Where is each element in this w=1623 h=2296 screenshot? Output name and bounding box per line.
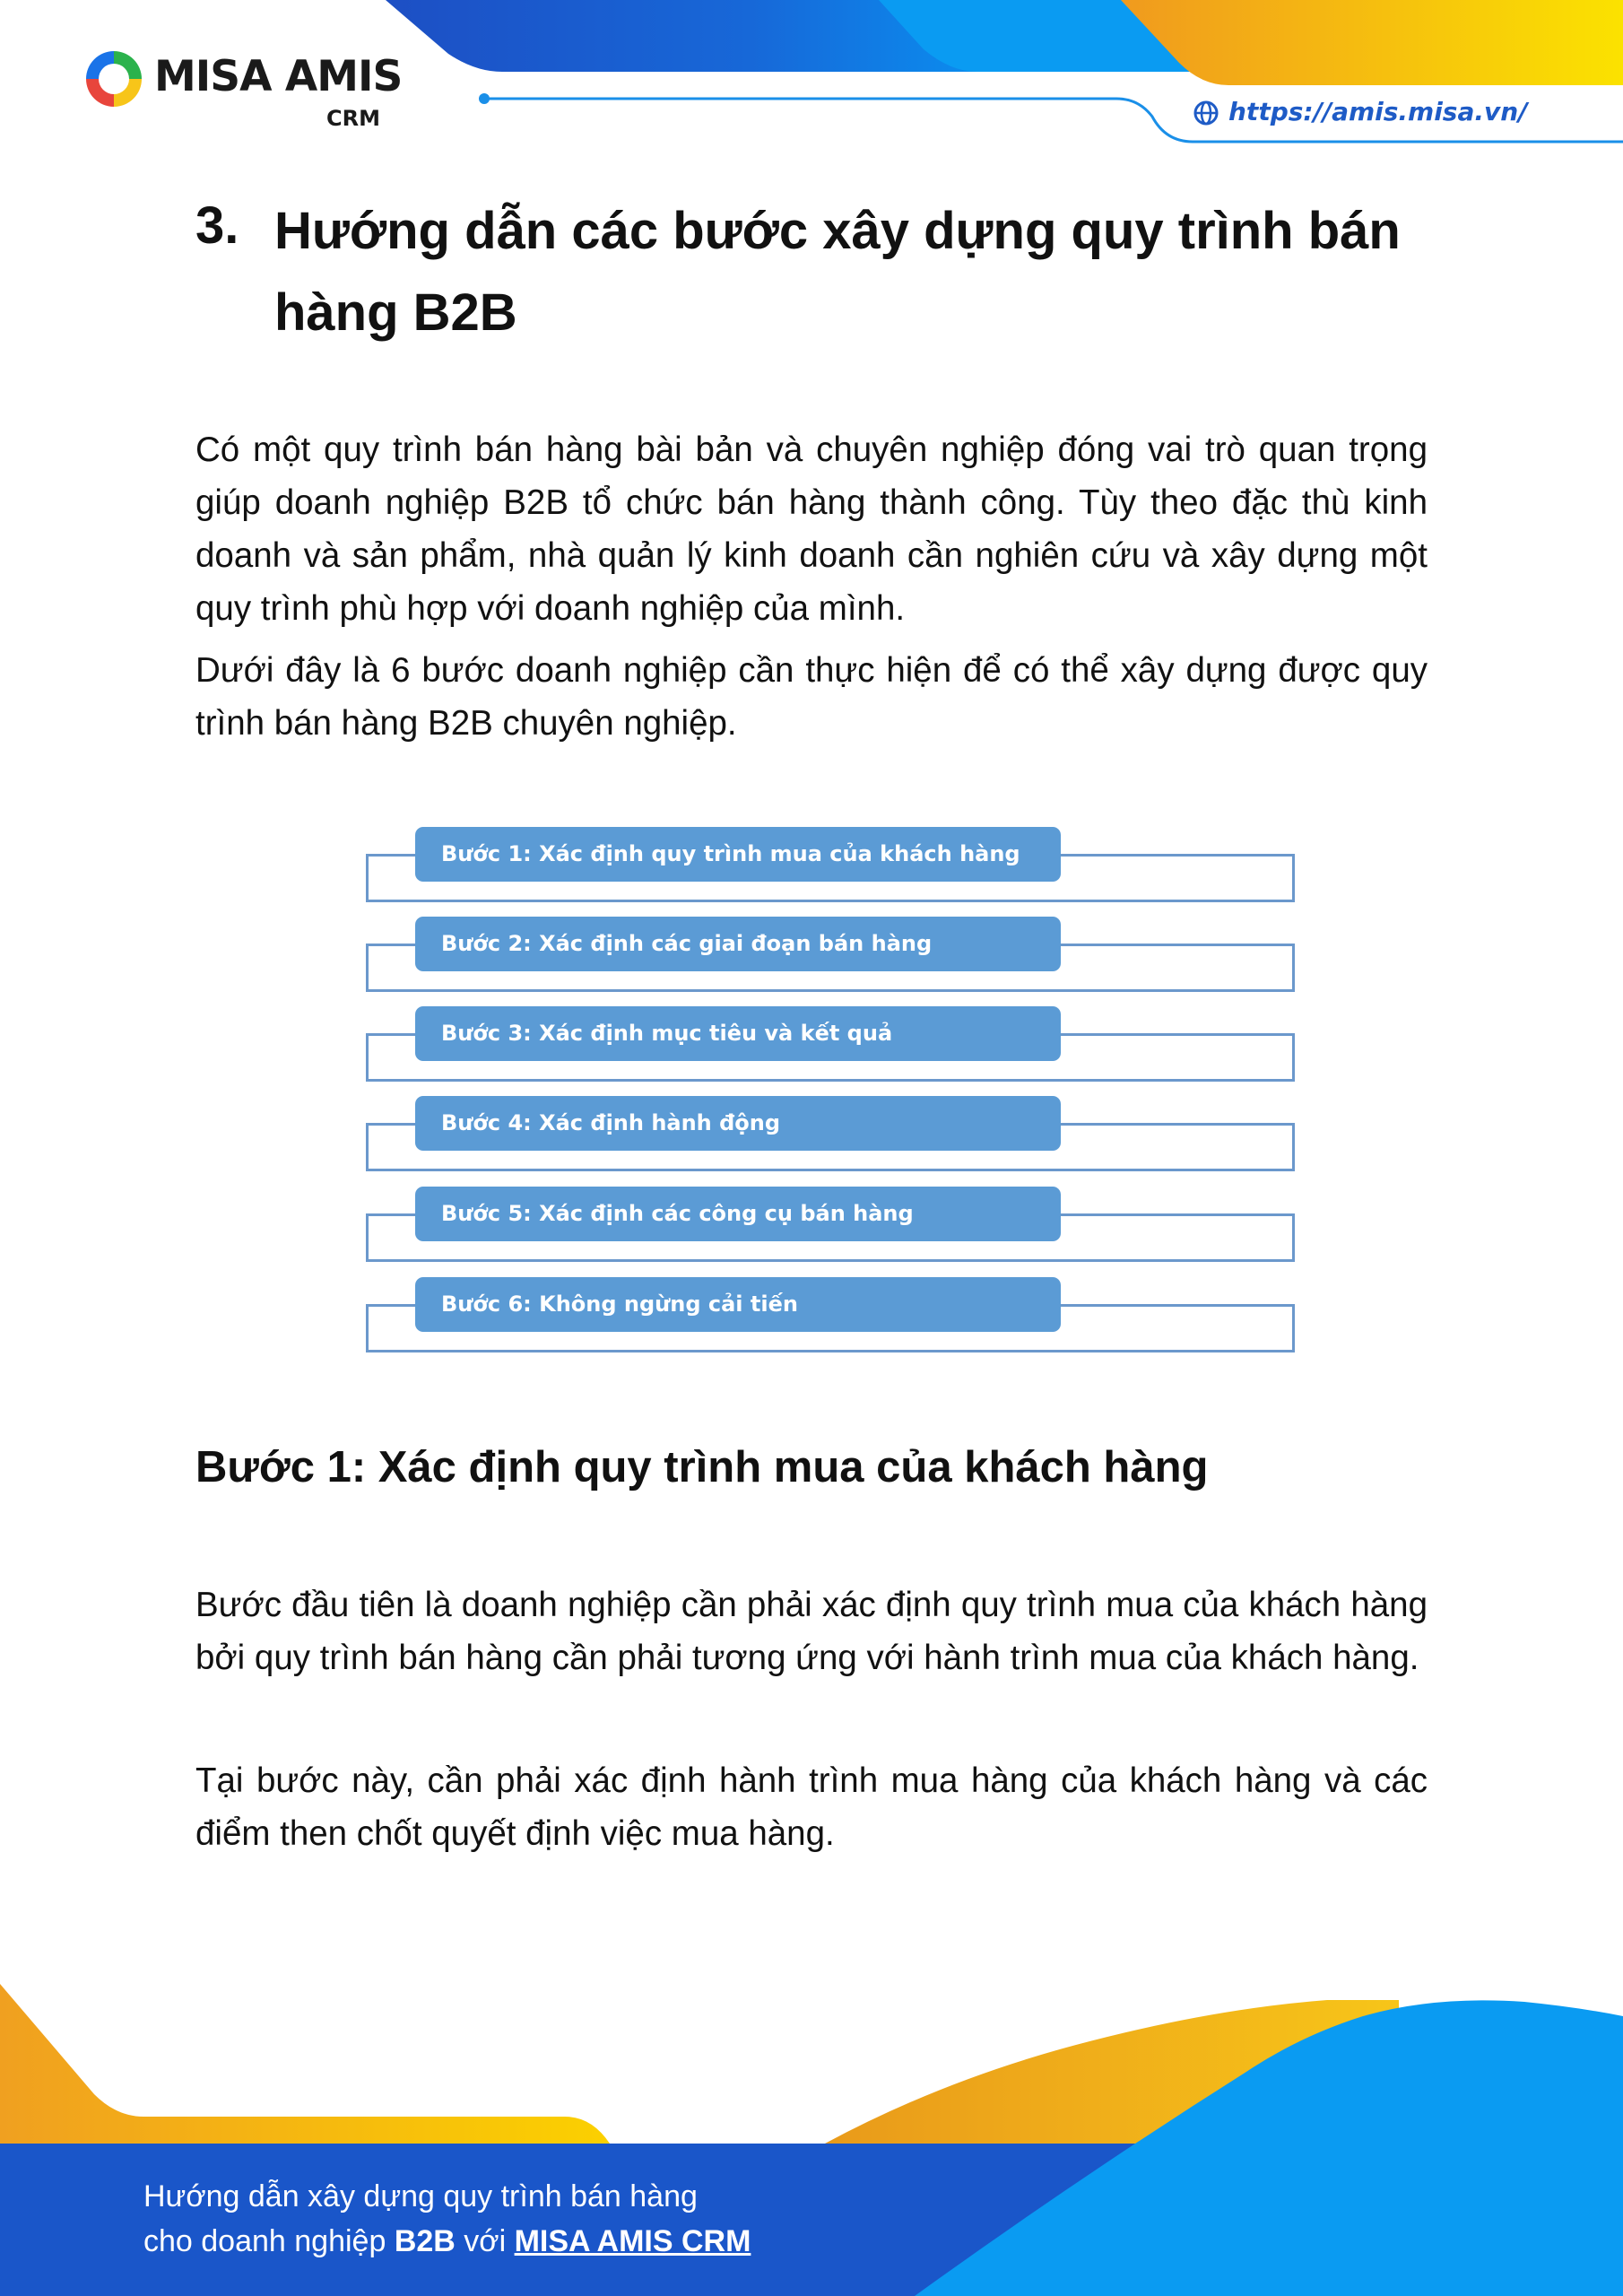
footer-line-2	[143, 2224, 751, 2259]
step-2-label: Bước 2: Xác định các giai đoạn bán hàng	[415, 917, 1061, 971]
step1-paragraph-2: Tại bước này, cần phải xác định hành trình mua hàng của khách hàng và các điểm then chốt quyết định việc mua hàng.	[195, 1761, 1428, 1853]
step1-paragraph-1: Bước đầu tiên là doanh nghiệp cần phải xác định quy trình mua của khách hàng bởi quy trình bán hàng cần phải tương ứng với hành trình mua của khách hàng.	[195, 1586, 1428, 1677]
footer-line-1: Hướng dẫn xây dựng quy trình bán hàng	[143, 2179, 698, 2213]
logo-brand-text: MISA AMIS	[154, 52, 403, 101]
logo-ring-icon	[82, 48, 145, 110]
step-5-label: Bước 5: Xác định các công cụ bán hàng	[415, 1187, 1061, 1241]
globe-icon	[1193, 100, 1219, 126]
footer-b2b-text: B2B	[394, 2224, 456, 2258]
footer-line-2-mid: với	[455, 2224, 515, 2258]
intro-paragraph: Có một quy trình bán hàng bài bản và chuyên nghiệp đóng vai trò quan trọng giúp doanh nghiệp B2B tổ chức bán hàng thành công. Tùy theo đặc thù kinh doanh và sản phẩm, nhà quản lý kinh doanh cần nghiên cứu và xây dựng một quy trình phù hợp với doanh nghiệp của mình.	[195, 430, 1428, 628]
section-number: 3.	[195, 196, 239, 255]
step1-heading: Bước 1: Xác định quy trình mua của khách hàng	[195, 1443, 1209, 1492]
misa-amis-logo[interactable]	[82, 45, 403, 135]
footer-misa-link[interactable]: MISA AMIS CRM	[514, 2224, 751, 2258]
website-url: https://amis.misa.vn/	[1228, 97, 1528, 126]
section-title: Hướng dẫn các bước xây dựng quy trình bán hàng B2B	[274, 202, 1401, 342]
logo-brand-subtext: CRM	[326, 106, 380, 131]
step-6-label: Bước 6: Không ngừng cải tiến	[415, 1277, 1061, 1332]
footer-line-2-prefix: cho doanh nghiệp	[143, 2224, 395, 2258]
step-3-label: Bước 3: Xác định mục tiêu và kết quả	[415, 1006, 1061, 1061]
lead-paragraph: Dưới đây là 6 bước doanh nghiệp cần thực hiện để có thể xây dựng được quy trình bán hàng B2B chuyên nghiệp.	[195, 651, 1428, 743]
step-1-label: Bước 1: Xác định quy trình mua của khách hàng	[415, 827, 1061, 882]
step-4-label: Bước 4: Xác định hành động	[415, 1096, 1061, 1151]
